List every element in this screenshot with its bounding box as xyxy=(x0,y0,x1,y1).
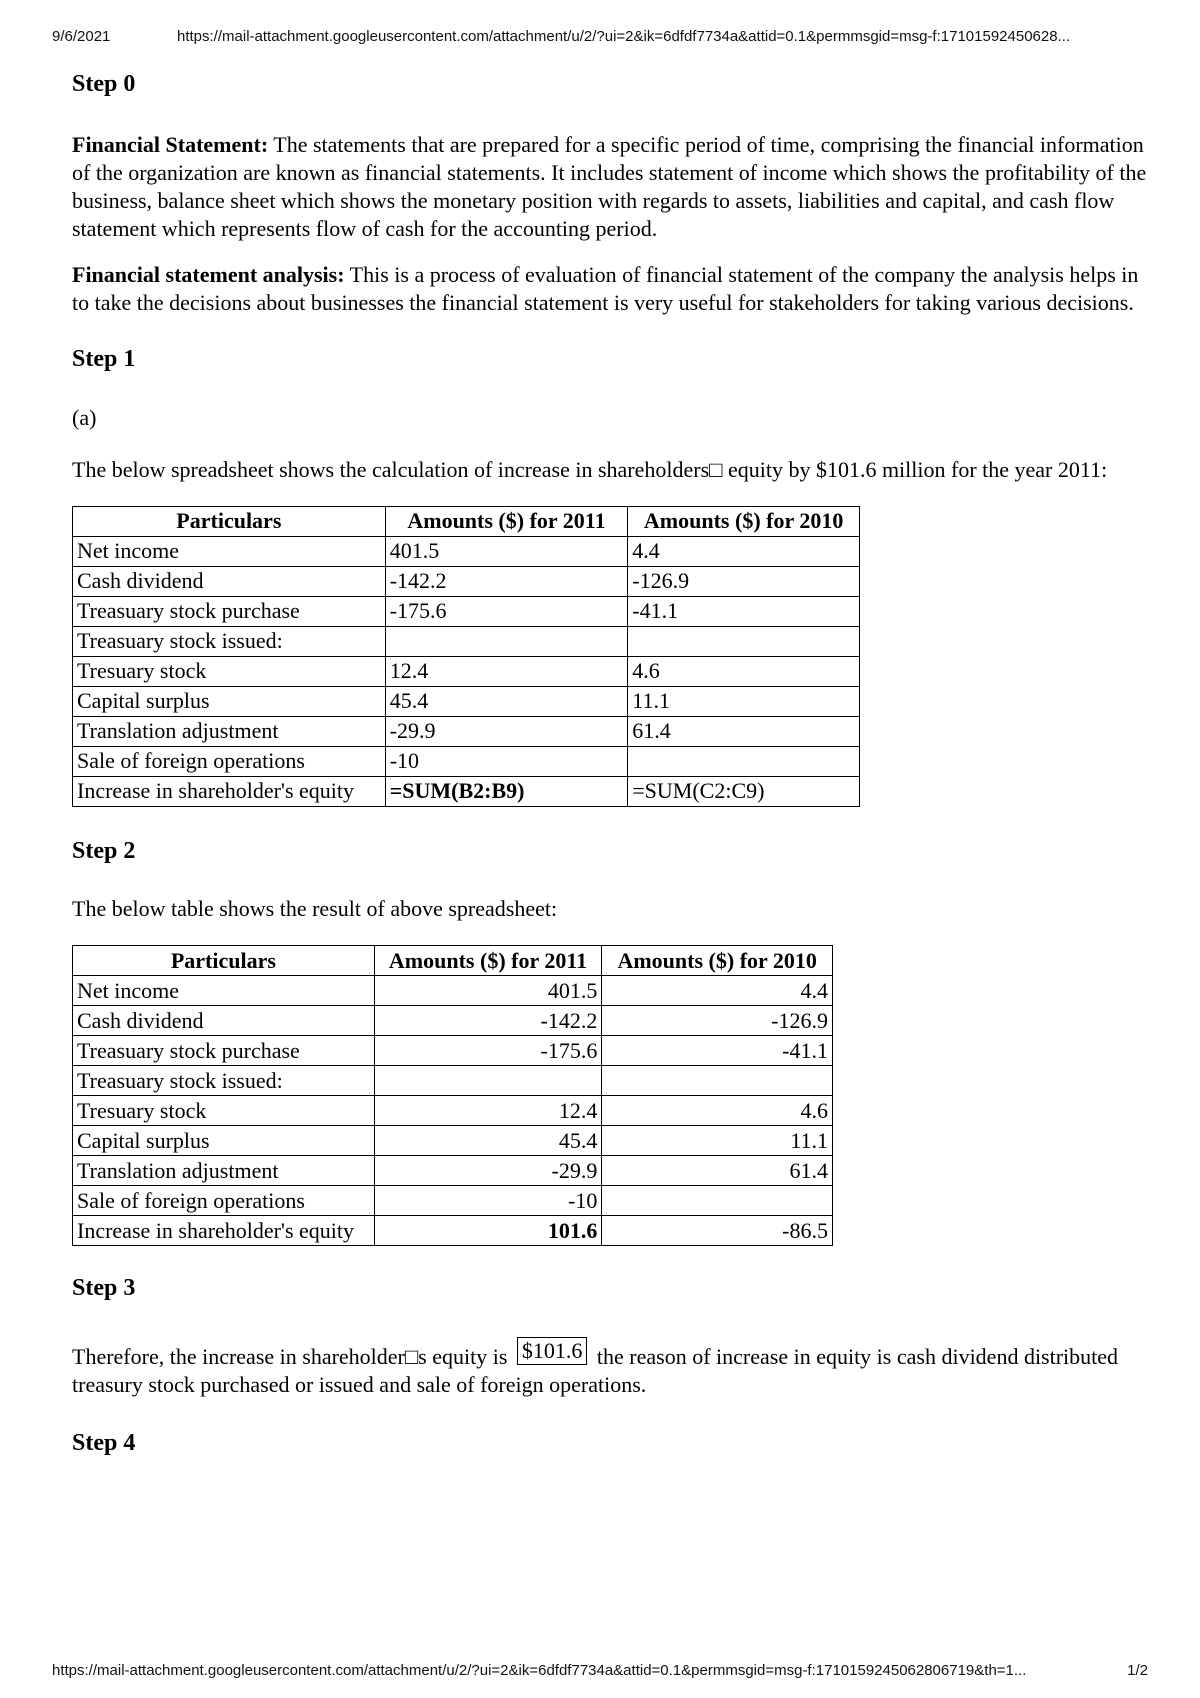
table-cell: Translation adjustment xyxy=(73,1156,375,1186)
column-header: Amounts ($) for 2010 xyxy=(602,946,833,976)
table-row xyxy=(73,536,860,566)
table-row xyxy=(73,596,860,626)
table-row xyxy=(73,1126,833,1156)
table-cell xyxy=(602,1186,833,1216)
table-row xyxy=(73,686,860,716)
step-0-title: Step 0 xyxy=(72,71,136,97)
table-cell: -41.1 xyxy=(602,1036,833,1066)
table-cell: -10 xyxy=(374,1186,602,1216)
table-cell: -142.2 xyxy=(385,566,628,596)
step-4-title: Step 4 xyxy=(72,1430,136,1457)
table-cell: 12.4 xyxy=(385,656,628,686)
table-cell: -29.9 xyxy=(385,716,628,746)
table-cell: Increase in shareholder's equity xyxy=(73,776,386,806)
step-3-title: Step 3 xyxy=(72,1275,136,1302)
table-cell: -29.9 xyxy=(374,1156,602,1186)
table-cell: -175.6 xyxy=(374,1036,602,1066)
table-cell: Tresuary stock xyxy=(73,1096,375,1126)
table-row xyxy=(73,1186,833,1216)
print-date: 9/6/2021 xyxy=(52,28,111,45)
step-2-intro: The below table shows the result of above spreadsheet: xyxy=(72,896,558,922)
table-header-row xyxy=(73,506,860,536)
table-row xyxy=(73,1216,833,1246)
table-cell: Tresuary stock xyxy=(73,656,386,686)
table-header-row xyxy=(73,946,833,976)
result-table xyxy=(72,945,833,1246)
table-row xyxy=(73,1006,833,1036)
financial-statement-paragraph xyxy=(72,131,1152,243)
table-cell: Treasuary stock issued: xyxy=(73,1066,375,1096)
header-url: https://mail-attachment.googleusercontent.com/attachment/u/2/?ui=2&ik=6dfdf7734a&attid=0.1&permmsgid=msg-f:17101592450628... xyxy=(177,28,1071,45)
table-cell: 61.4 xyxy=(628,716,860,746)
table-cell: Net income xyxy=(73,976,375,1006)
table-cell: Treasuary stock purchase xyxy=(73,596,386,626)
table-cell: Cash dividend xyxy=(73,1006,375,1036)
table-cell: 11.1 xyxy=(628,686,860,716)
column-header: Particulars xyxy=(73,946,375,976)
table-cell: Net income xyxy=(73,536,386,566)
table-cell: 11.1 xyxy=(602,1126,833,1156)
table-row xyxy=(73,776,860,806)
step-2-title: Step 2 xyxy=(72,837,136,864)
column-header: Amounts ($) for 2011 xyxy=(374,946,602,976)
table-cell: -10 xyxy=(385,746,628,776)
table-row xyxy=(73,626,860,656)
table-cell: =SUM(B2:B9) xyxy=(385,776,628,806)
document-body xyxy=(72,70,1152,1458)
table-row xyxy=(73,746,860,776)
footer-url: https://mail-attachment.googleusercontent.com/attachment/u/2/?ui=2&ik=6dfdf7734a&attid=0.1&permmsgid=msg-f:1710159245062806719&th=1... xyxy=(52,1662,1027,1679)
table-cell: 401.5 xyxy=(385,536,628,566)
spreadsheet-formula-table xyxy=(72,506,860,807)
column-header: Amounts ($) for 2010 xyxy=(628,506,860,536)
table-cell: =SUM(C2:C9) xyxy=(628,776,860,806)
conclusion-text-before: Therefore, the increase in shareholder□s equity is xyxy=(72,1344,513,1370)
table-row xyxy=(73,1096,833,1126)
table-cell xyxy=(602,1066,833,1096)
table-cell: -86.5 xyxy=(602,1216,833,1246)
table-row xyxy=(73,656,860,686)
table-row xyxy=(73,566,860,596)
table-cell xyxy=(374,1066,602,1096)
table-cell: 4.4 xyxy=(628,536,860,566)
table-cell: Capital surplus xyxy=(73,1126,375,1156)
table-cell: -126.9 xyxy=(602,1006,833,1036)
table-cell: -142.2 xyxy=(374,1006,602,1036)
table-cell: 61.4 xyxy=(602,1156,833,1186)
answer-box: $101.6 xyxy=(517,1337,588,1365)
page-footer xyxy=(52,1662,1148,1682)
table-cell: 45.4 xyxy=(385,686,628,716)
page-number: 1/2 xyxy=(1127,1662,1148,1679)
table-cell: 401.5 xyxy=(374,976,602,1006)
table-cell: Capital surplus xyxy=(73,686,386,716)
table-cell: 45.4 xyxy=(374,1126,602,1156)
column-header: Amounts ($) for 2011 xyxy=(385,506,628,536)
table-row xyxy=(73,976,833,1006)
table-row xyxy=(73,1156,833,1186)
column-header: Particulars xyxy=(73,506,386,536)
table-cell xyxy=(385,626,628,656)
table-cell: Treasuary stock purchase xyxy=(73,1036,375,1066)
table-cell xyxy=(628,746,860,776)
table-cell: -41.1 xyxy=(628,596,860,626)
step-1-part: (a) xyxy=(72,404,97,430)
table-cell: Cash dividend xyxy=(73,566,386,596)
table-cell: Translation adjustment xyxy=(73,716,386,746)
table-row xyxy=(73,716,860,746)
table-cell: -126.9 xyxy=(628,566,860,596)
table-cell: 12.4 xyxy=(374,1096,602,1126)
table-row xyxy=(73,1066,833,1096)
table-cell: 4.6 xyxy=(602,1096,833,1126)
table-cell: Sale of foreign operations xyxy=(73,1186,375,1216)
fsa-text: This is a process of evaluation of financial statement of the company the analysis helps in to take the decisions about businesses the financial statement is very useful for stakeholders for taking various decisions. xyxy=(72,261,1139,315)
page-header xyxy=(52,28,1148,48)
financial-statement-label: Financial Statement: xyxy=(72,131,269,157)
table-cell xyxy=(628,626,860,656)
table-row xyxy=(73,1036,833,1066)
conclusion-text-after: the reason of increase in equity is cash dividend distributed treasury stock purchased or issued and sale of foreign operations. xyxy=(72,1344,1119,1398)
step-1-intro: The below spreadsheet shows the calculation of increase in shareholders□ equity by $101.6 million for the year 2011: xyxy=(72,456,1108,482)
table-cell: -175.6 xyxy=(385,596,628,626)
table-cell: Sale of foreign operations xyxy=(73,746,386,776)
table-cell: 4.6 xyxy=(628,656,860,686)
step-1-title: Step 1 xyxy=(72,345,136,372)
fsa-paragraph xyxy=(72,261,1152,317)
financial-statement-text: The statements that are prepared for a specific period of time, comprising the financial information of the organization are known as financial statements. It includes statement of income which shows the profitability of the business, balance sheet which shows the monetary position with regards to assets, liabilities and capital, and cash flow statement which represents flow of cash for the accounting period. xyxy=(72,131,1147,241)
table-cell: Increase in shareholder's equity xyxy=(73,1216,375,1246)
table-cell: 101.6 xyxy=(374,1216,602,1246)
table-cell: 4.4 xyxy=(602,976,833,1006)
step-3-conclusion xyxy=(72,1338,1152,1399)
table-cell: Treasuary stock issued: xyxy=(73,626,386,656)
fsa-label: Financial statement analysis: xyxy=(72,261,345,287)
